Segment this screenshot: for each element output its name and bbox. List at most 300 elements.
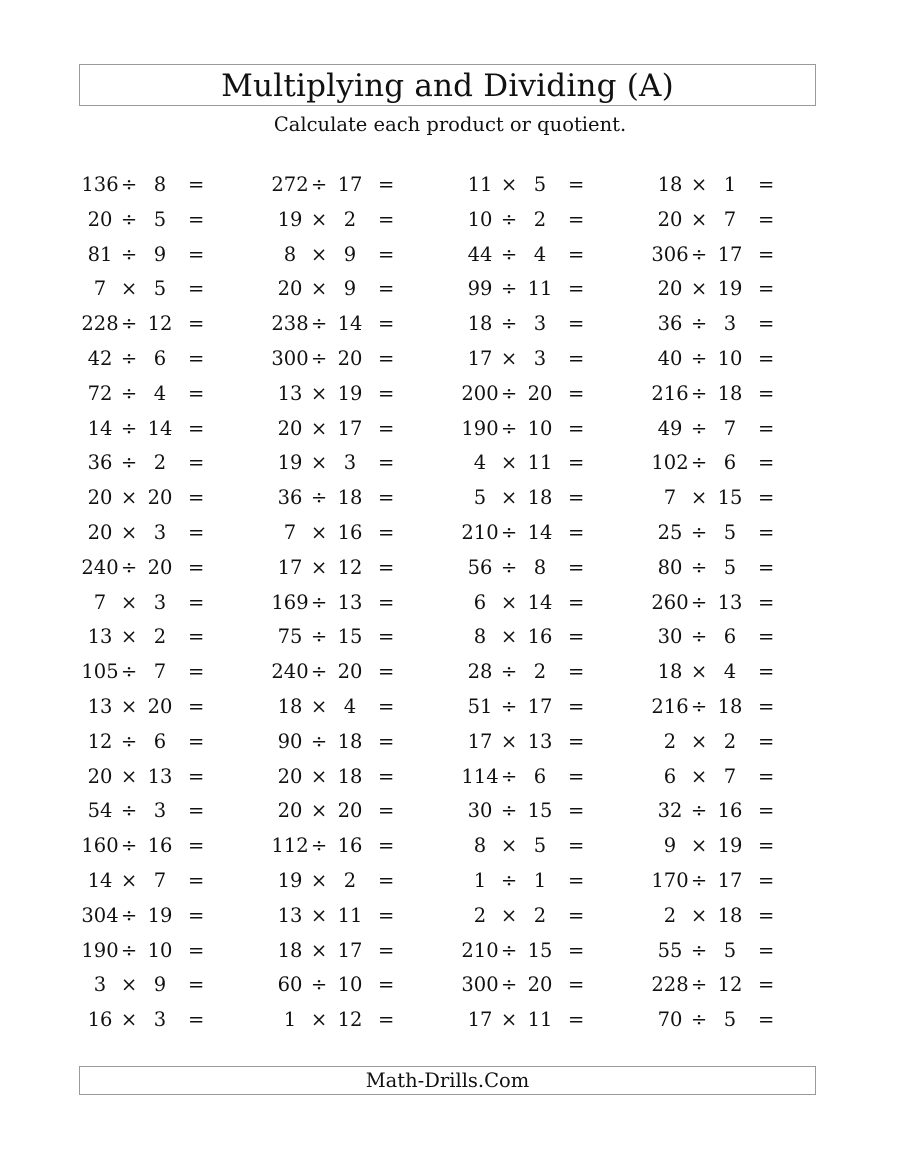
operand-a: 18 [277,694,303,718]
operand-b: 10 [147,938,173,962]
problem-row [460,483,600,518]
problem-row [650,866,790,901]
operand-a: 72 [87,381,113,405]
equals-sign: = [568,868,585,892]
operand-a: 19 [277,451,303,475]
operator: ÷ [120,834,138,858]
operand-a: 112 [271,834,309,858]
operand-a: 2 [663,729,677,753]
problem-row [460,518,600,553]
operator: ÷ [310,625,328,649]
problem-row [650,970,790,1005]
operand-a: 18 [277,938,303,962]
operand-b: 20 [147,486,173,510]
operand-b: 6 [153,729,167,753]
operator: × [310,242,328,266]
equals-sign: = [758,660,775,684]
equals-sign: = [188,416,205,440]
operand-a: 200 [461,381,499,405]
operand-a: 36 [87,451,113,475]
equals-sign: = [758,555,775,579]
operator: ÷ [690,868,708,892]
equals-sign: = [758,346,775,370]
operand-a: 216 [651,381,689,405]
problem-row [270,414,410,449]
problem-row [270,762,410,797]
equals-sign: = [188,660,205,684]
operand-a: 102 [651,451,689,475]
operand-b: 17 [527,694,553,718]
equals-sign: = [378,694,395,718]
problem-row [460,866,600,901]
equals-sign: = [188,764,205,788]
problem-row [80,344,220,379]
problem-row [80,240,220,275]
problem-column-2 [270,170,410,1040]
operand-b: 2 [533,207,547,231]
operand-b: 7 [153,660,167,684]
equals-sign: = [378,973,395,997]
operand-b: 17 [337,173,363,196]
operand-a: 20 [277,277,303,301]
operand-b: 8 [533,555,547,579]
equals-sign: = [378,834,395,858]
problem-row [80,692,220,727]
problem-row [80,379,220,414]
equals-sign: = [188,555,205,579]
operand-b: 18 [527,486,553,510]
operator: ÷ [120,381,138,405]
operator: ÷ [310,729,328,753]
operator: ÷ [120,555,138,579]
operand-a: 170 [651,868,689,892]
operand-a: 17 [467,346,493,370]
operand-a: 19 [277,207,303,231]
problem-row [460,274,600,309]
operand-b: 18 [337,729,363,753]
problem-row [460,831,600,866]
operand-a: 17 [277,555,303,579]
operand-a: 160 [81,834,119,858]
operator: ÷ [500,277,518,301]
operator: ÷ [120,660,138,684]
problem-row [270,483,410,518]
operand-a: 44 [467,242,493,266]
equals-sign: = [758,451,775,475]
operand-a: 56 [467,555,493,579]
equals-sign: = [568,729,585,753]
operand-b: 7 [723,764,737,788]
operand-a: 18 [467,312,493,336]
operator: × [690,834,708,858]
operator: ÷ [500,938,518,962]
equals-sign: = [188,486,205,510]
operand-b: 3 [153,590,167,614]
operator: × [500,729,518,753]
operand-b: 4 [723,660,737,684]
equals-sign: = [568,486,585,510]
equals-sign: = [568,660,585,684]
problem-row [270,727,410,762]
operand-a: 306 [651,242,689,266]
equals-sign: = [758,486,775,510]
problem-row [270,936,410,971]
operator: ÷ [500,799,518,823]
operand-a: 228 [651,973,689,997]
operand-b: 20 [337,346,363,370]
problem-row [650,309,790,344]
operand-b: 10 [717,346,743,370]
problem-row [460,901,600,936]
equals-sign: = [378,555,395,579]
operand-a: 20 [87,764,113,788]
operand-a: 55 [657,938,683,962]
operand-b: 15 [717,486,743,510]
equals-sign: = [378,799,395,823]
equals-sign: = [378,346,395,370]
operator: ÷ [690,625,708,649]
operand-a: 238 [271,312,309,336]
operand-a: 2 [663,903,677,927]
operand-a: 272 [271,173,309,196]
operand-a: 90 [277,729,303,753]
operand-b: 4 [343,694,357,718]
operand-a: 20 [277,416,303,440]
operand-b: 15 [337,625,363,649]
operator: ÷ [500,416,518,440]
operand-b: 5 [153,207,167,231]
operand-a: 12 [87,729,113,753]
operator: × [500,590,518,614]
operand-b: 16 [337,834,363,858]
equals-sign: = [758,694,775,718]
problem-row [270,240,410,275]
equals-sign: = [378,312,395,336]
operator: ÷ [310,973,328,997]
operator: × [500,451,518,475]
equals-sign: = [378,486,395,510]
site-footer: Math-Drills.Com [365,1069,530,1092]
operator: × [120,486,138,510]
operand-a: 9 [663,834,677,858]
equals-sign: = [758,729,775,753]
operator: × [690,729,708,753]
operator: × [310,277,328,301]
problem-row [650,727,790,762]
operand-b: 19 [717,277,743,301]
problem-row [650,414,790,449]
operator: × [690,764,708,788]
operand-b: 18 [337,486,363,510]
problem-row [270,448,410,483]
operand-b: 7 [723,416,737,440]
equals-sign: = [188,694,205,718]
operator: × [310,764,328,788]
problem-row [650,936,790,971]
problem-row [270,901,410,936]
equals-sign: = [188,520,205,544]
operator: ÷ [690,694,708,718]
problem-row [270,796,410,831]
equals-sign: = [568,451,585,475]
operand-b: 19 [147,903,173,927]
operand-b: 12 [337,555,363,579]
operand-b: 14 [527,590,553,614]
operator: ÷ [310,660,328,684]
equals-sign: = [568,520,585,544]
problem-row [650,901,790,936]
equals-sign: = [378,590,395,614]
equals-sign: = [758,799,775,823]
equals-sign: = [758,416,775,440]
operand-b: 5 [533,173,547,196]
operator: ÷ [500,694,518,718]
operator: ÷ [690,416,708,440]
operand-a: 16 [87,1008,113,1032]
problem-row [270,344,410,379]
equals-sign: = [758,277,775,301]
operand-b: 17 [337,938,363,962]
equals-sign: = [568,173,585,196]
operator: ÷ [500,520,518,544]
equals-sign: = [758,590,775,614]
operator: ÷ [120,903,138,927]
operand-a: 1 [283,1008,297,1032]
operand-a: 6 [663,764,677,788]
problem-row [80,831,220,866]
equals-sign: = [188,729,205,753]
problem-row [270,379,410,414]
operator: ÷ [690,242,708,266]
operand-b: 9 [343,277,357,301]
equals-sign: = [568,277,585,301]
operator: × [310,938,328,962]
operator: ÷ [310,346,328,370]
operand-a: 14 [87,868,113,892]
operand-a: 42 [87,346,113,370]
operand-a: 240 [271,660,309,684]
operator: ÷ [500,764,518,788]
operand-b: 13 [717,590,743,614]
operand-b: 14 [147,416,173,440]
operand-b: 12 [147,312,173,336]
operand-b: 3 [723,312,737,336]
operand-b: 3 [343,451,357,475]
equals-sign: = [758,973,775,997]
equals-sign: = [378,660,395,684]
equals-sign: = [568,346,585,370]
problem-row [270,970,410,1005]
operator: ÷ [120,729,138,753]
operand-b: 2 [533,903,547,927]
equals-sign: = [188,799,205,823]
operator: ÷ [310,486,328,510]
problem-row [460,657,600,692]
operator: × [690,277,708,301]
operator: × [690,173,708,196]
operand-a: 11 [467,173,493,196]
operand-a: 18 [657,660,683,684]
problem-row [650,170,790,205]
operand-a: 4 [473,451,487,475]
operator: ÷ [500,381,518,405]
operand-b: 19 [337,381,363,405]
problem-row [460,796,600,831]
operand-b: 7 [723,207,737,231]
operator: × [310,207,328,231]
problem-row [270,657,410,692]
problem-row [270,1005,410,1040]
operand-b: 3 [533,312,547,336]
operand-b: 10 [527,416,553,440]
problem-row [270,518,410,553]
operand-a: 7 [663,486,677,510]
operand-b: 3 [153,1008,167,1032]
operand-b: 16 [337,520,363,544]
operand-b: 20 [147,694,173,718]
operator: × [120,694,138,718]
problem-row [650,379,790,414]
equals-sign: = [378,868,395,892]
problem-row [270,170,410,205]
operand-a: 7 [283,520,297,544]
operand-b: 3 [153,520,167,544]
operand-b: 15 [527,938,553,962]
operand-a: 210 [461,520,499,544]
problem-row [80,170,220,205]
equals-sign: = [188,346,205,370]
problem-row [460,309,600,344]
operator: ÷ [120,242,138,266]
problem-row [650,553,790,588]
operator: × [500,1008,518,1032]
problem-row [460,414,600,449]
operator: × [310,555,328,579]
equals-sign: = [758,868,775,892]
equals-sign: = [568,416,585,440]
equals-sign: = [568,694,585,718]
problem-row [460,205,600,240]
problem-row [650,205,790,240]
operator: × [310,799,328,823]
operator: × [310,694,328,718]
operator: × [500,903,518,927]
operator: × [120,973,138,997]
operand-b: 5 [723,1008,737,1032]
equals-sign: = [758,764,775,788]
problem-row [80,309,220,344]
operand-a: 30 [657,625,683,649]
operand-b: 1 [723,173,737,196]
operand-b: 11 [527,451,553,475]
operator: ÷ [690,346,708,370]
equals-sign: = [758,520,775,544]
operand-a: 216 [651,694,689,718]
operand-b: 18 [717,903,743,927]
operator: × [120,590,138,614]
operator: ÷ [690,938,708,962]
equals-sign: = [568,312,585,336]
operand-a: 18 [657,173,683,196]
operand-b: 16 [717,799,743,823]
equals-sign: = [758,834,775,858]
operand-b: 17 [717,868,743,892]
operator: × [120,868,138,892]
problem-row [460,762,600,797]
operand-a: 7 [93,590,107,614]
equals-sign: = [758,381,775,405]
operand-b: 20 [337,799,363,823]
operand-b: 5 [723,938,737,962]
equals-sign: = [568,938,585,962]
operand-b: 9 [343,242,357,266]
problem-row [460,622,600,657]
operator: × [690,903,708,927]
equals-sign: = [568,555,585,579]
operand-a: 8 [473,625,487,649]
equals-sign: = [188,242,205,266]
problem-row [270,205,410,240]
operand-b: 6 [153,346,167,370]
problem-row [80,448,220,483]
problem-row [270,309,410,344]
operand-b: 20 [527,381,553,405]
operand-a: 3 [93,973,107,997]
operator: × [310,451,328,475]
operator: × [120,277,138,301]
operand-b: 2 [343,207,357,231]
equals-sign: = [758,312,775,336]
equals-sign: = [188,451,205,475]
operator: ÷ [500,868,518,892]
equals-sign: = [188,938,205,962]
equals-sign: = [378,520,395,544]
problem-row [460,553,600,588]
problem-row [460,379,600,414]
operand-b: 19 [717,834,743,858]
equals-sign: = [378,242,395,266]
equals-sign: = [758,207,775,231]
equals-sign: = [188,903,205,927]
operator: × [310,1008,328,1032]
operand-a: 19 [277,868,303,892]
problem-row [270,622,410,657]
operator: × [120,625,138,649]
operator: ÷ [120,312,138,336]
equals-sign: = [568,973,585,997]
problem-row [460,240,600,275]
operator: ÷ [690,451,708,475]
problem-row [270,831,410,866]
problem-row [460,692,600,727]
problem-row [80,727,220,762]
operand-a: 14 [87,416,113,440]
operator: ÷ [500,973,518,997]
operand-a: 304 [81,903,119,927]
operand-b: 4 [533,242,547,266]
equals-sign: = [568,207,585,231]
operand-b: 20 [527,973,553,997]
operand-b: 1 [533,868,547,892]
problem-row [650,518,790,553]
operator: ÷ [500,555,518,579]
operand-a: 80 [657,555,683,579]
operand-b: 12 [717,973,743,997]
problem-row [460,970,600,1005]
equals-sign: = [568,1008,585,1032]
operator: ÷ [500,242,518,266]
equals-sign: = [568,799,585,823]
